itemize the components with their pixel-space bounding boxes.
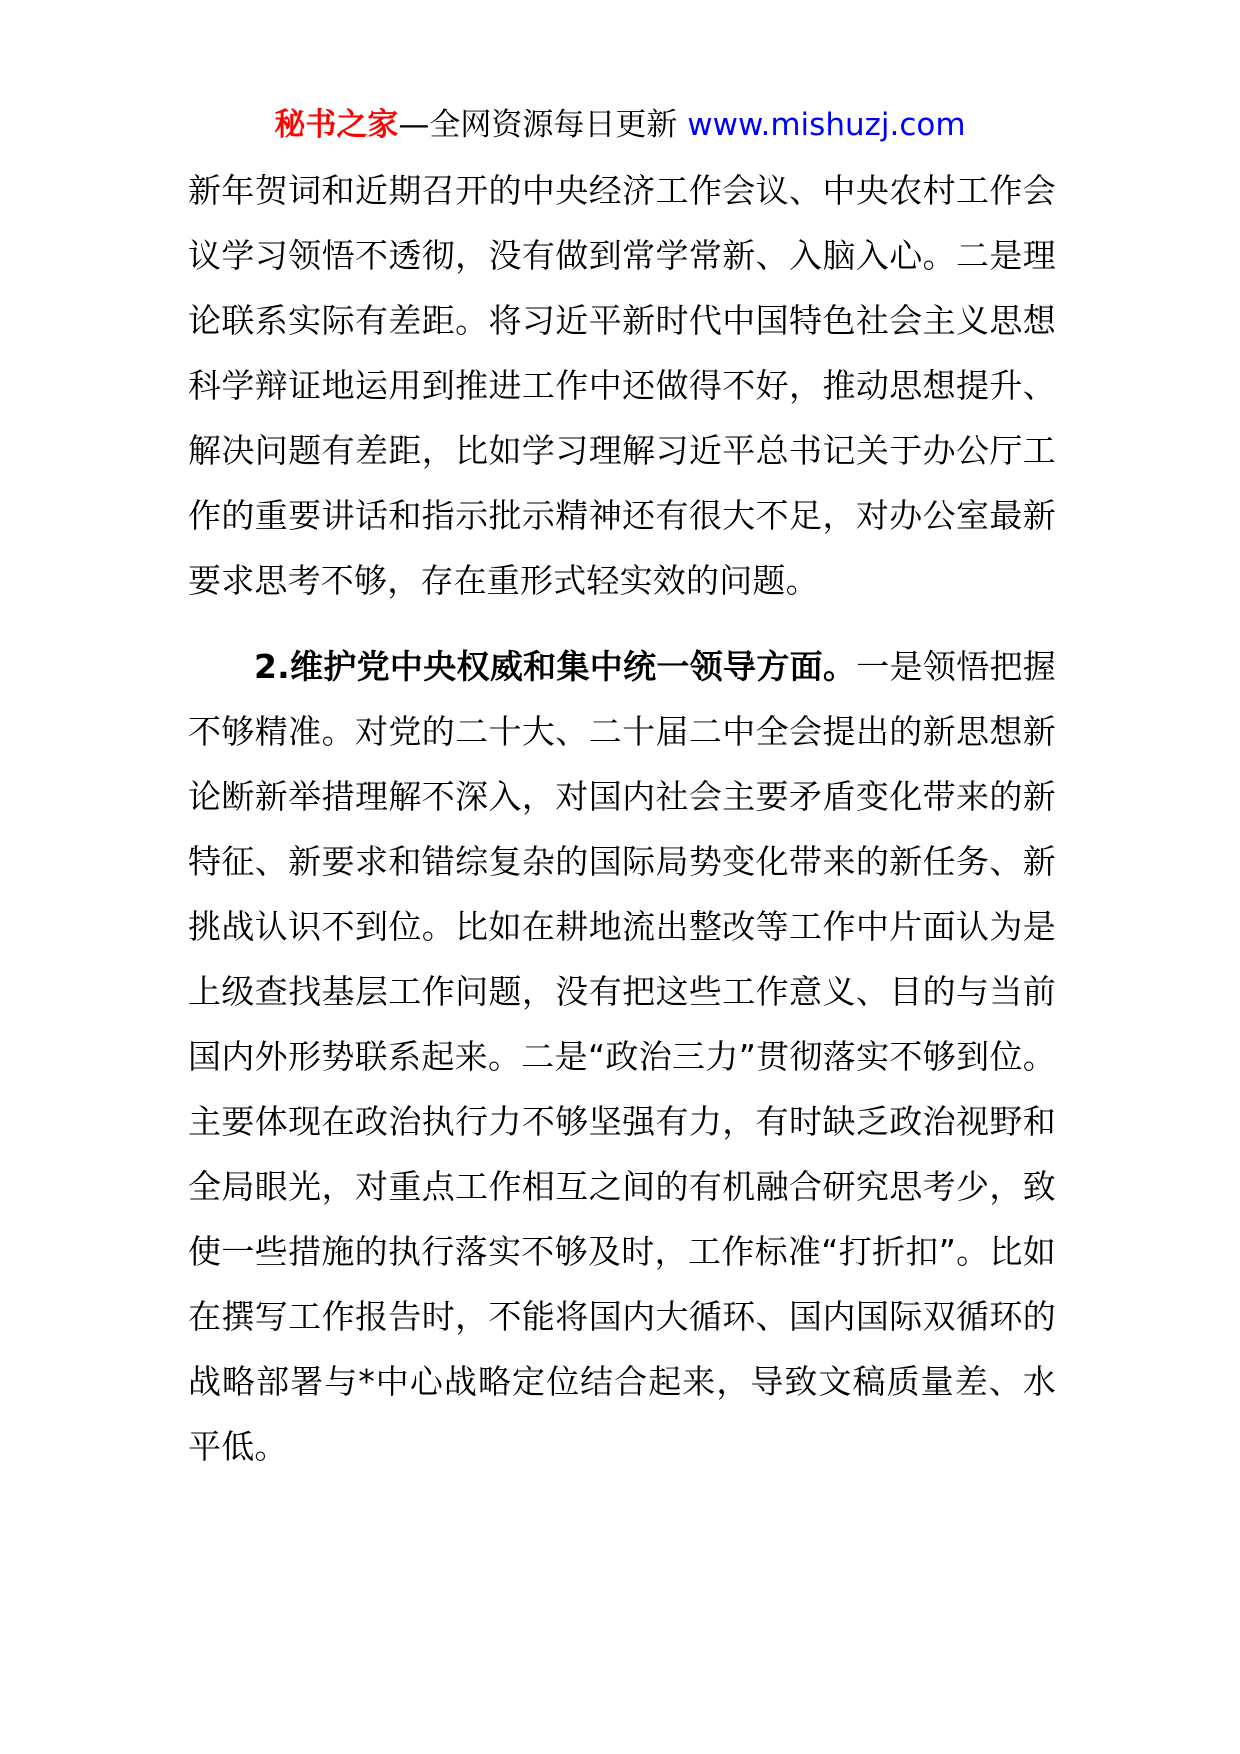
paragraph-text: 新年贺词和近期召开的中央经济工作会议、中央农村工作会议学习领悟不透彻，没有做到常学常新、入脑入心。二是理论联系实际有差距。将习近平新时代中国特色社会主义思想科学辩证地运用到推进工作中还做得不好，推动思想提升、解决问题有差距，比如学习理解习近平总书记关于办公厅工作的重要讲话和指示批示精神还有很大不足，对办公室最新要求思考不够，存在重形式轻实效的问题。 — [188, 171, 1056, 600]
body-paragraph-1 — [188, 158, 1056, 613]
body-paragraph-2 — [188, 634, 1056, 1479]
header-watermark — [0, 102, 1240, 148]
section-heading: 2.维护党中央权威和集中统一领导方面。 — [254, 647, 857, 686]
header-slogan: —全网资源每日更新 — [398, 107, 688, 143]
brand-name: 秘书之家 — [274, 107, 399, 143]
website-link[interactable]: www.mishuzj.com — [687, 107, 966, 143]
paragraph-text: 一是领悟把握不够精准。对党的二十大、二十届二中全会提出的新思想新论断新举措理解不深入，对国内社会主要矛盾变化带来的新特征、新要求和错综复杂的国际局势变化带来的新任务、新挑战认识不到位。比如在耕地流出整改等工作中片面认为是上级查找基层工作问题，没有把这些工作意义、目的与当前国内外形势联系起来。二是“政治三力”贯彻落实不够到位。主要体现在政治执行力不够坚强有力，有时缺乏政治视野和全局眼光，对重点工作相互之间的有机融合研究思考少，致使一些措施的执行落实不够及时，工作标准“打折扣”。比如在撰写工作报告时，不能将国内大循环、国内国际双循环的战略部署与*中心战略定位结合起来，导致文稿质量差、水平低。 — [188, 647, 1056, 1466]
